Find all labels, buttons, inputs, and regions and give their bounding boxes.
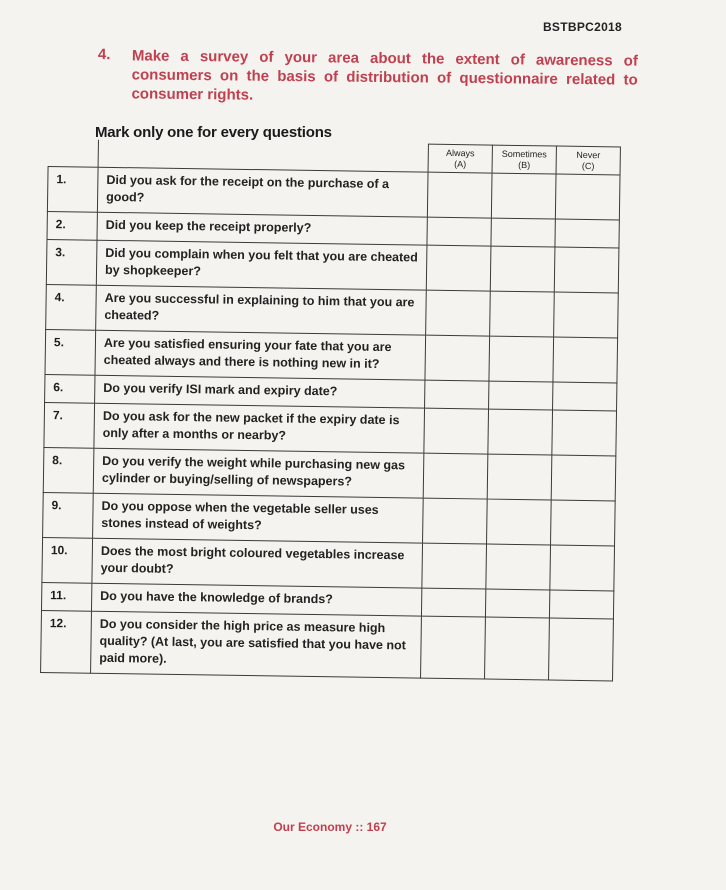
column-header-never	[556, 146, 620, 175]
question-number: 4.	[97, 46, 111, 64]
answer-cell-always[interactable]	[426, 290, 491, 336]
column-code: (B)	[518, 159, 531, 171]
answer-cell-sometimes[interactable]	[491, 218, 555, 247]
answer-cell-always[interactable]	[427, 217, 491, 246]
row-question: Are you satisfied ensuring your fate that you are cheated always and there is nothing new in it?	[95, 330, 426, 380]
survey-table-wrap	[40, 138, 620, 681]
table-row	[41, 610, 614, 680]
answer-cell-always[interactable]	[424, 408, 489, 454]
answer-cell-never[interactable]	[553, 382, 617, 411]
row-number: 10.	[42, 537, 93, 583]
row-number: 4.	[46, 284, 97, 330]
survey-table	[40, 138, 621, 681]
column-header-sometimes	[492, 145, 556, 174]
answer-cell-sometimes[interactable]	[487, 499, 552, 545]
row-number: 8.	[43, 447, 94, 493]
answer-cell-sometimes[interactable]	[489, 381, 553, 410]
column-label: Always	[445, 147, 475, 159]
answer-cell-always[interactable]	[427, 172, 492, 218]
answer-cell-always[interactable]	[423, 453, 488, 499]
row-question: Did you ask for the receipt on the purchase of a good?	[97, 167, 428, 217]
answer-cell-sometimes[interactable]	[490, 246, 555, 292]
answer-cell-never[interactable]	[554, 247, 619, 293]
answer-cell-never[interactable]	[552, 410, 617, 456]
row-question: Do you verify the weight while purchasing new gas cylinder or buying/selling of newspapers?	[93, 448, 424, 498]
answer-cell-sometimes[interactable]	[491, 173, 556, 219]
answer-cell-always[interactable]	[425, 335, 490, 381]
answer-cell-sometimes[interactable]	[489, 336, 554, 382]
answer-cell-never[interactable]	[551, 500, 616, 546]
answer-cell-never[interactable]	[554, 292, 619, 338]
row-number: 7.	[44, 402, 95, 448]
row-question: Did you keep the receipt properly?	[97, 212, 427, 245]
question-block	[97, 46, 638, 109]
row-number: 11.	[41, 582, 91, 611]
answer-cell-sometimes[interactable]	[485, 617, 550, 680]
answer-cell-never[interactable]	[549, 590, 613, 619]
row-question: Do you ask for the new packet if the expiry date is only after a months or nearby?	[94, 403, 425, 453]
answer-cell-always[interactable]	[426, 245, 491, 291]
page-code: BSTBPC2018	[542, 20, 622, 34]
column-code: (A)	[454, 159, 467, 170]
answer-cell-always[interactable]	[421, 616, 486, 679]
answer-cell-never[interactable]	[555, 219, 619, 248]
answer-cell-never[interactable]	[553, 337, 618, 383]
row-question: Do you consider the high price as measure high quality? (At last, you are satisfied that you have not paid more).	[91, 611, 422, 678]
page-footer: Our Economy :: 167	[273, 820, 387, 834]
answer-cell-never[interactable]	[555, 174, 620, 220]
row-question: Do you have the knowledge of brands?	[91, 583, 421, 616]
column-label: Sometimes	[501, 148, 547, 160]
row-number: 12.	[41, 610, 92, 673]
row-number: 1.	[47, 167, 98, 213]
answer-cell-always[interactable]	[423, 498, 488, 544]
answer-cell-sometimes[interactable]	[488, 409, 553, 455]
answer-cell-sometimes[interactable]	[486, 544, 551, 590]
header-blank	[48, 139, 98, 168]
row-question: Do you oppose when the vegetable seller uses stones instead of weights?	[93, 493, 424, 543]
row-number: 5.	[45, 329, 96, 375]
answer-cell-always[interactable]	[421, 588, 485, 617]
answer-cell-sometimes[interactable]	[487, 454, 552, 500]
column-code: (C)	[581, 160, 595, 172]
row-number: 3.	[46, 239, 97, 285]
row-number: 2.	[47, 211, 97, 240]
question-text: Make a survey of your area about the extent of awareness of consumers on the basis of distribution of questionnaire related to consumer rights.	[131, 47, 638, 104]
answer-cell-never[interactable]	[551, 455, 616, 501]
answer-cell-sometimes[interactable]	[490, 291, 555, 337]
row-question: Does the most bright coloured vegetables increase your doubt?	[92, 538, 423, 588]
answer-cell-always[interactable]	[425, 380, 489, 409]
row-question: Do you verify ISI mark and expiry date?	[95, 375, 425, 408]
column-label: Never	[576, 149, 601, 161]
row-number: 9.	[43, 492, 94, 538]
column-header-always	[428, 144, 492, 173]
row-number: 6.	[45, 374, 95, 403]
answer-cell-never[interactable]	[549, 618, 614, 681]
row-question: Did you complain when you felt that you are cheated by shopkeeper?	[96, 240, 427, 290]
answer-cell-always[interactable]	[422, 543, 487, 589]
row-question: Are you successful in explaining to him that you are cheated?	[96, 285, 427, 335]
answer-cell-sometimes[interactable]	[485, 589, 549, 618]
answer-cell-never[interactable]	[550, 545, 615, 591]
instruction-heading: Mark only one for every questions	[95, 124, 332, 141]
